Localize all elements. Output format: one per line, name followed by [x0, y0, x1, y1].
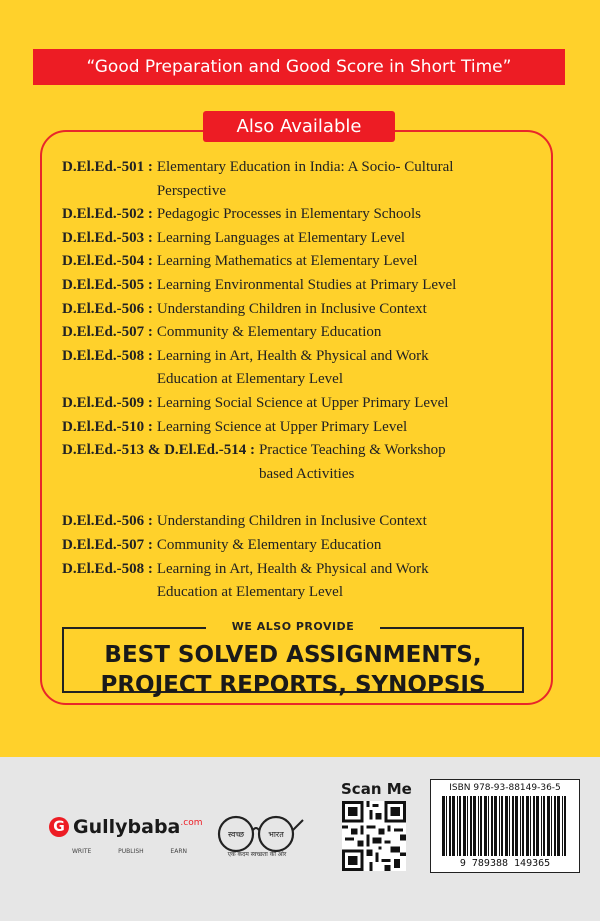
barcode-bar	[491, 796, 493, 856]
barcode-bar	[543, 796, 545, 856]
barcode-bar	[541, 796, 542, 856]
course-title: Learning in Art, Health & Physical and Work	[156, 560, 429, 577]
barcode-bar	[564, 796, 566, 856]
barcode-bar	[480, 796, 482, 856]
we-also-provide-line2: PROJECT REPORTS, SYNOPSIS	[100, 672, 486, 698]
course-code: D.El.Ed.-513 & D.El.Ed.-514 :	[62, 442, 255, 459]
course-title: Learning Social Science at Upper Primary Level	[156, 394, 449, 411]
barcode-bar	[533, 796, 535, 856]
gullybaba-logo	[49, 816, 202, 838]
course-row	[62, 558, 562, 582]
barcode-bar	[494, 796, 497, 856]
barcode-bar	[459, 796, 461, 856]
course-code: D.El.Ed.-509 :	[62, 394, 153, 411]
we-also-provide-line1: BEST SOLVED ASSIGNMENTS,	[104, 642, 482, 668]
barcode-bar	[547, 796, 550, 856]
course-title: Learning Mathematics at Elementary Level	[156, 253, 418, 270]
course-title: based Activities	[258, 465, 355, 482]
course-code: D.El.Ed.-503 :	[62, 229, 153, 246]
frame-top-left	[62, 627, 206, 629]
scan-me-label: Scan Me	[341, 780, 412, 798]
logo-tagline	[72, 848, 187, 855]
course-code: D.El.Ed.-508 :	[62, 560, 153, 577]
course-code: D.El.Ed.-507 :	[62, 324, 153, 341]
barcode-bar	[446, 796, 447, 856]
we-also-provide-label: WE ALSO PROVIDE	[212, 620, 374, 634]
swachh-caption: एक कदम स्वच्छता की ओर	[227, 851, 287, 858]
barcode-bar	[457, 796, 458, 856]
course-row	[62, 510, 562, 534]
barcode-bar	[442, 796, 445, 856]
barcode-bar	[551, 796, 552, 856]
course-row	[62, 180, 562, 204]
course-row	[62, 463, 562, 487]
course-title: Learning Science at Upper Primary Level	[156, 418, 408, 435]
barcode-bar	[484, 796, 487, 856]
logo-com: .com	[180, 818, 203, 828]
also-available-label: Also Available	[236, 116, 362, 137]
course-row	[62, 581, 562, 605]
barcode-bar	[530, 796, 531, 856]
barcode-bar	[452, 796, 455, 856]
also-available-heading	[203, 111, 395, 142]
course-list	[62, 156, 562, 605]
logo-tag-earn: EARN	[170, 848, 187, 855]
course-row	[62, 368, 562, 392]
course-row	[62, 298, 562, 322]
course-row	[62, 274, 562, 298]
isbn-barcode-box	[430, 779, 580, 873]
course-code: D.El.Ed.-508 :	[62, 347, 153, 364]
course-list-repeat	[62, 510, 562, 604]
barcode-icon	[440, 796, 570, 856]
isbn-text: ISBN 978-93-88149-36-5	[449, 783, 561, 793]
barcode-bar	[501, 796, 503, 856]
barcode-bar	[449, 796, 451, 856]
course-row	[62, 416, 562, 440]
barcode-bar	[467, 796, 468, 856]
course-row	[62, 439, 562, 463]
course-title: Community & Elementary Education	[156, 324, 382, 341]
swachh-left-text: स्वच्छ	[227, 830, 245, 839]
we-also-provide-block	[62, 620, 524, 696]
course-title: Pedagogic Processes in Elementary Schools	[156, 206, 421, 223]
course-title: Learning in Art, Health & Physical and Work	[156, 347, 429, 364]
course-title: Perspective	[156, 182, 226, 199]
frame-top-right	[380, 627, 524, 629]
barcode-bar	[463, 796, 466, 856]
barcode-bar	[478, 796, 479, 856]
course-list-primary	[62, 156, 562, 486]
course-title: Community & Elementary Education	[156, 536, 382, 553]
barcode-bar	[536, 796, 539, 856]
swachh-right-text: भारत	[268, 830, 284, 839]
course-title: Learning Environmental Studies at Primary Level	[156, 276, 457, 293]
barcode-bar	[526, 796, 529, 856]
barcode-bar	[505, 796, 508, 856]
barcode-bar	[470, 796, 472, 856]
qr-code-icon[interactable]	[342, 801, 406, 871]
course-row	[62, 392, 562, 416]
course-row	[62, 250, 562, 274]
course-code: D.El.Ed.-504 :	[62, 253, 153, 270]
course-code: D.El.Ed.-505 :	[62, 276, 153, 293]
course-title: Understanding Children in Inclusive Context	[156, 300, 427, 317]
gullybaba-g-icon: G	[49, 817, 69, 837]
course-row	[62, 203, 562, 227]
logo-text: Gullybaba	[73, 816, 181, 838]
barcode-bar	[520, 796, 521, 856]
course-row	[62, 345, 562, 369]
course-code: D.El.Ed.-502 :	[62, 206, 153, 223]
course-title: Education at Elementary Level	[156, 371, 344, 388]
course-code: D.El.Ed.-507 :	[62, 536, 153, 553]
tagline-text: “Good Preparation and Good Score in Short Time”	[86, 57, 512, 77]
course-code: D.El.Ed.-510 :	[62, 418, 153, 435]
barcode-number: 9 789388 149365	[459, 858, 551, 869]
barcode-bar	[509, 796, 510, 856]
tagline-banner	[33, 49, 565, 85]
barcode-bar	[515, 796, 518, 856]
barcode-bar	[562, 796, 563, 856]
barcode-bar	[512, 796, 514, 856]
barcode-bar	[473, 796, 476, 856]
course-title: Learning Languages at Elementary Level	[156, 229, 406, 246]
course-title: Practice Teaching & Workshop	[258, 442, 446, 459]
course-code: D.El.Ed.-506 :	[62, 513, 153, 530]
barcode-bar	[499, 796, 500, 856]
course-title: Education at Elementary Level	[156, 584, 344, 601]
barcode-bar	[488, 796, 489, 856]
course-title: Understanding Children in Inclusive Context	[156, 513, 427, 530]
logo-tag-publish: PUBLISH	[118, 848, 144, 855]
course-row	[62, 534, 562, 558]
course-row	[62, 156, 562, 180]
course-row	[62, 227, 562, 251]
barcode-bar	[522, 796, 524, 856]
course-code: D.El.Ed.-506 :	[62, 300, 153, 317]
course-title: Elementary Education in India: A Socio- Cultural	[156, 159, 454, 175]
course-code: D.El.Ed.-501 :	[62, 159, 153, 175]
logo-tag-write: WRITE	[72, 848, 92, 855]
barcode-bar	[557, 796, 560, 856]
list-gap	[62, 486, 562, 510]
we-also-provide-text	[62, 640, 524, 700]
course-row	[62, 321, 562, 345]
barcode-bar	[554, 796, 556, 856]
